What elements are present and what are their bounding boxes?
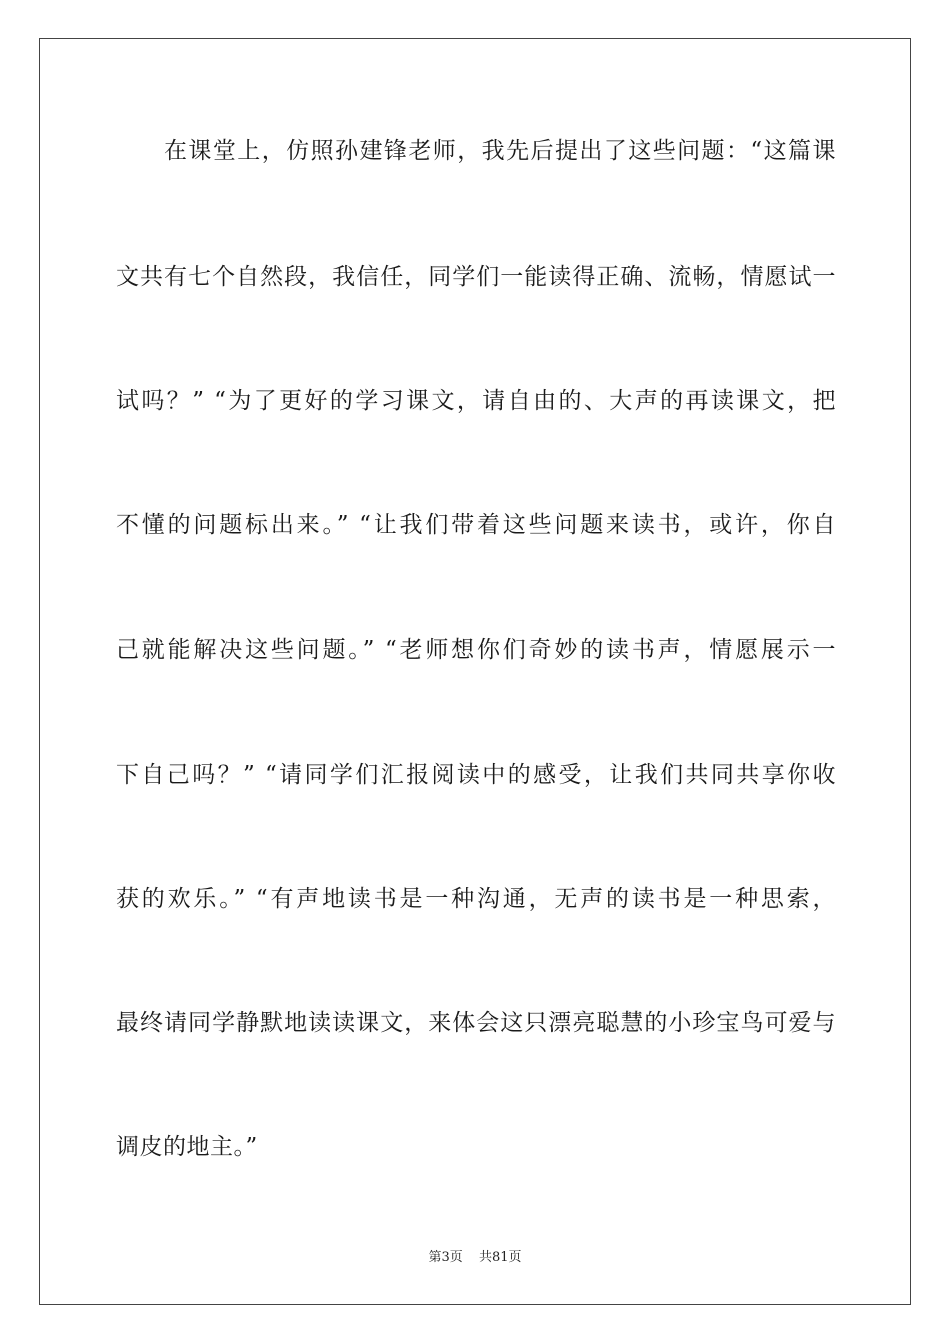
paragraph-line: 获的欢乐。” “有声地读书是一种沟通，无声的读书是一种思索， [116, 886, 836, 912]
paragraph-line: 调皮的地主。” [116, 1134, 258, 1160]
page-footer [0, 1246, 950, 1265]
paragraph-line: 文共有七个自然段，我信任，同学们一能读得正确、流畅，情愿试一 [116, 264, 836, 290]
paragraph-line: 下自己吗？” “请同学们汇报阅读中的感受，让我们共同共享你收 [116, 762, 836, 788]
paragraph-line: 己就能解决这些问题。” “老师想你们奇妙的读书声，情愿展示一 [116, 637, 836, 663]
paragraph-line: 不懂的问题标出来。” “让我们带着这些问题来读书，或许，你自 [116, 512, 836, 538]
paragraph-line: 最终请同学静默地读读课文，来体会这只漂亮聪慧的小珍宝鸟可爱与 [116, 1010, 836, 1036]
page-border [39, 38, 911, 1305]
total-pages-label: 共81页 [478, 1250, 522, 1265]
current-page-label: 第3页 [428, 1250, 463, 1265]
paragraph-line: 在课堂上，仿照孙建锋老师，我先后提出了这些问题：“这篇课 [164, 138, 836, 164]
paragraph-line: 试吗？” “为了更好的学习课文，请自由的、大声的再读课文，把 [116, 388, 836, 414]
